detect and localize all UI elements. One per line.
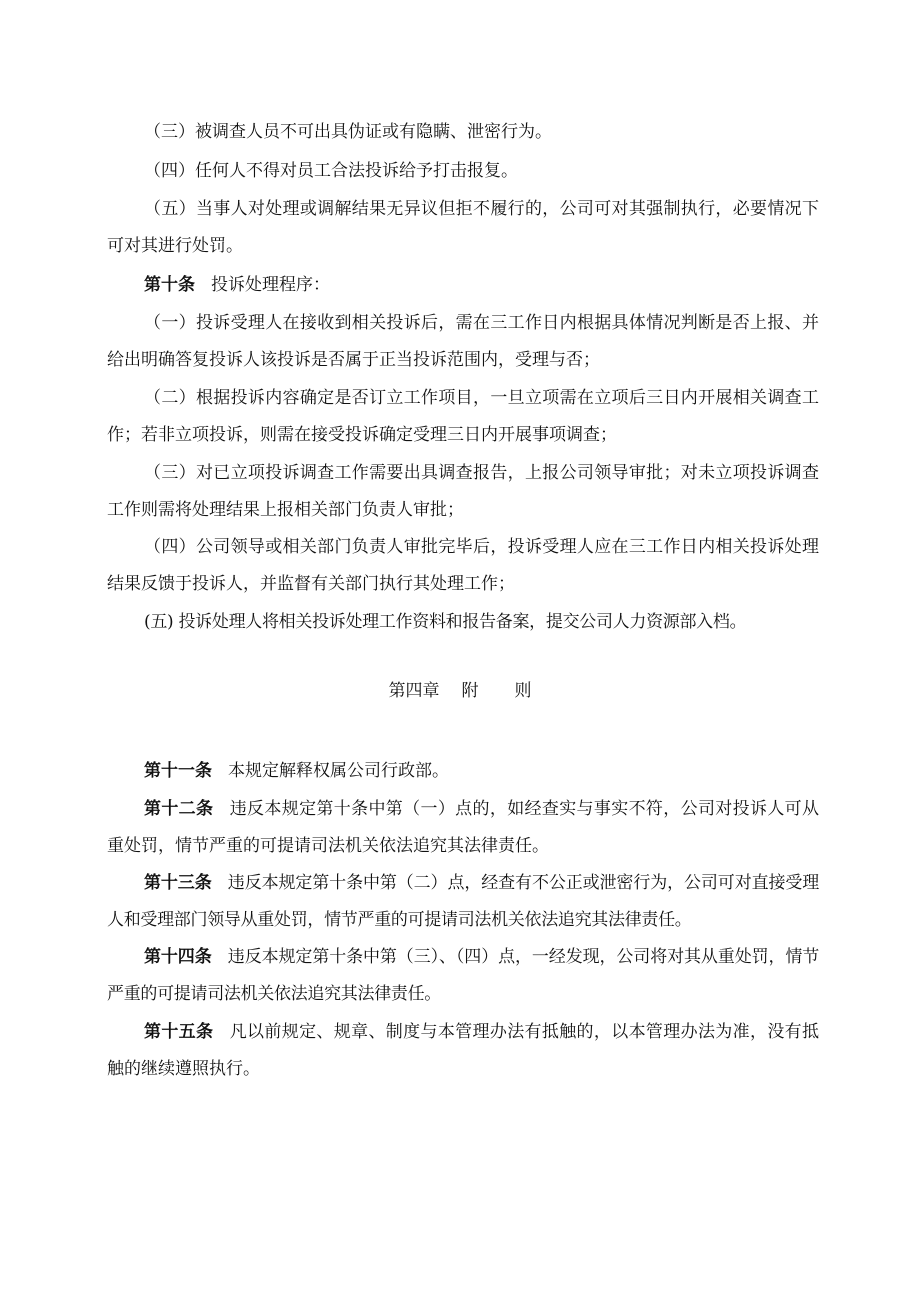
article-label: 第十四条 <box>144 947 212 967</box>
clause-4: （四）任何人不得对员工合法投诉给予打击报复。 <box>144 161 518 181</box>
article-text: 违反本规定第十条中第（一）点的，如经查实与事实不符，公司对投诉人可从重处罚，情节严重的可提请司法机关依法追究其法律责任。 <box>107 799 820 856</box>
chapter-title-char-2: 则 <box>514 681 532 701</box>
article-10-text: 投诉处理程序： <box>211 275 330 295</box>
article-15 <box>107 1014 819 1088</box>
article-text: 凡以前规定、规章、制度与本管理办法有抵触的，以本管理办法为准，没有抵触的继续遵照执行。 <box>107 1022 820 1079</box>
article-10-label: 第十条 <box>144 275 195 295</box>
article-13 <box>107 865 819 939</box>
article-10-item-3: （三）对已立项投诉调查工作需要出具调查报告，上报公司领导审批；对未立项投诉调查工作则需将处理结果上报相关部门负责人审批； <box>107 463 819 520</box>
article-label: 第十三条 <box>144 873 212 893</box>
article-10-item-4: （四）公司领导或相关部门负责人审批完毕后，投诉受理人应在三工作日内相关投诉处理结果反馈于投诉人，并监督有关部门执行其处理工作； <box>107 537 819 594</box>
chapter-title-char-1: 附 <box>461 681 479 701</box>
article-11 <box>107 753 819 790</box>
article-text: 违反本规定第十条中第（二）点，经查有不公正或泄密行为，公司可对直接受理人和受理部门领导从重处罚，情节严重的可提请司法机关依法追究其法律责任。 <box>107 873 819 930</box>
article-10-item-1: （一）投诉受理人在接收到相关投诉后，需在三工作日内根据具体情况判断是否上报、并给出明确答复投诉人该投诉是否属于正当投诉范围内，受理与否； <box>107 313 819 370</box>
clause-3: （三）被调查人员不可出具伪证或有隐瞒、泄密行为。 <box>144 122 552 142</box>
article-10-heading <box>107 267 819 304</box>
article-label: 第十五条 <box>144 1022 214 1042</box>
chapter-heading <box>0 677 920 705</box>
article-text: 违反本规定第十条中第（三）、（四）点，一经发现，公司将对其从重处罚，情节严重的可提请司法机关依法追究其法律责任。 <box>107 947 819 1004</box>
chapter-number: 第四章 <box>388 681 440 701</box>
article-label: 第十二条 <box>144 799 214 819</box>
article-text: 本规定解释权属公司行政部。 <box>228 761 449 781</box>
article-10-item-5: (五) 投诉处理人将相关投诉处理工作资料和报告备案，提交公司人力资源部入档。 <box>144 612 747 632</box>
article-12 <box>107 791 819 865</box>
article-label: 第十一条 <box>144 761 212 781</box>
article-10-item-2: （二）根据投诉内容确定是否订立工作项目，一旦立项需在立项后三日内开展相关调查工作；若非立项投诉，则需在接受投诉确定受理三日内开展事项调查； <box>107 388 819 445</box>
article-14 <box>107 939 819 1013</box>
clause-5: （五）当事人对处理或调解结果无异议但拒不履行的，公司可对其强制执行，必要情况下可对其进行处罚。 <box>107 199 819 256</box>
